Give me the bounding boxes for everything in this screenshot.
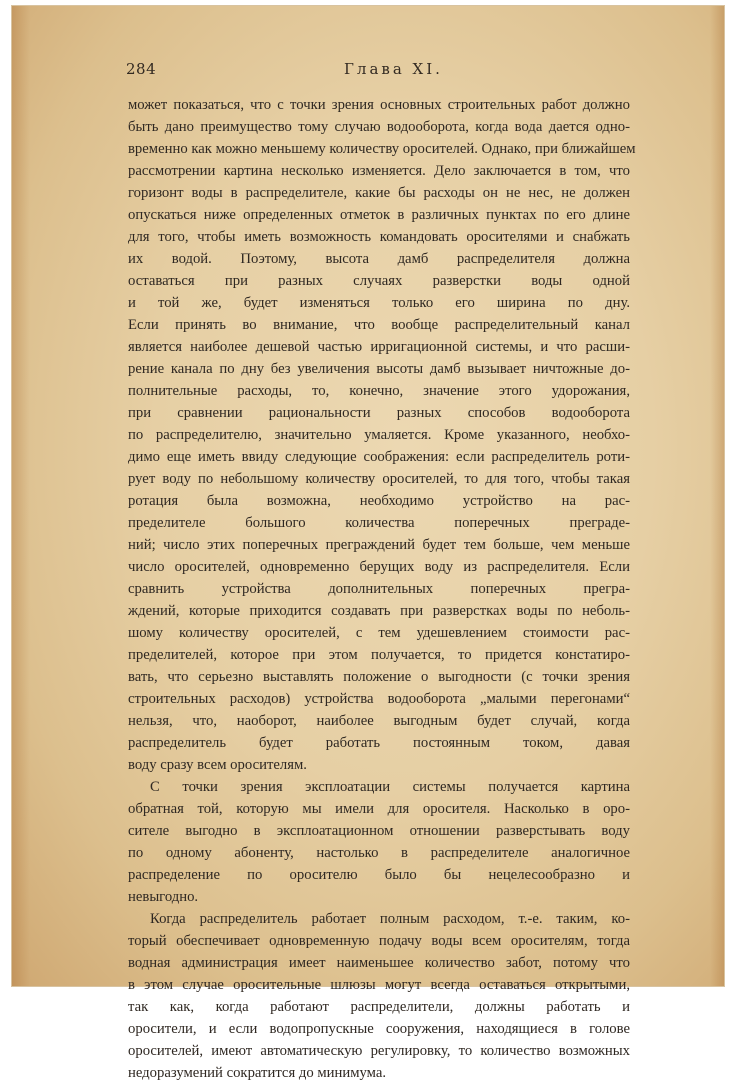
paragraph-2 [128, 776, 630, 908]
text-line: невыгодно. [128, 889, 199, 905]
text-line: ротация была возможна, необходимо устройство на рас- [128, 493, 630, 509]
text-line: недоразумений сократится до минимума. [128, 1065, 387, 1081]
page-number: 284 [126, 60, 157, 78]
text-line: распределение по оросителю было бы нецелесообразно и [128, 867, 630, 883]
text-line: нельзя, что, наоборот, наиболее выгодным будет случай, когда [128, 713, 630, 729]
text-line: воду сразу всем оросителям. [128, 757, 307, 773]
text-line: их водой. Поэтому, высота дамб распределителя должна [128, 251, 630, 267]
text-line: шому количеству оросителей, с тем удешевлением стоимости рас- [128, 625, 630, 641]
text-line: оросителей, имеют автоматическую регулировку, то количество возможных [128, 1043, 630, 1059]
book-page [12, 6, 724, 1081]
text-line: пределителе большого количества поперечных преграде- [128, 515, 630, 531]
text-line: так как, когда работают распределители, должны работать и [128, 999, 630, 1015]
text-line: оросители, и если водопропускные сооружения, находящиеся в голове [128, 1021, 630, 1037]
text-line: является наиболее дешевой частью ирригационной системы, и что расши- [128, 339, 630, 355]
page-header [126, 60, 632, 84]
text-line: сителе выгодно в эксплоатационном отношении разверстывать воду [128, 823, 630, 839]
body-text [128, 94, 636, 1084]
text-line: распределитель будет работать постоянным током, давая [128, 735, 630, 751]
text-line: горизонт воды в распределителе, какие бы расходы он не нес, не должен [128, 185, 630, 201]
chapter-title: Глава XI. [344, 60, 443, 78]
text-line: оставаться при разных случаях разверстки воды одной [128, 273, 630, 289]
text-line: обратная той, которую мы имели для оросителя. Насколько в оро- [128, 801, 630, 817]
text-line: вать, что серьезно выставлять положение о выгодности (с точки зрения [128, 669, 630, 685]
text-line: число оросителей, одновременно берущих воду из распределителя. Если [128, 559, 630, 575]
text-line: по одному абоненту, настолько в распределителе аналогичное [128, 845, 630, 861]
text-line: для того, чтобы иметь возможность командовать оросителями и снабжать [128, 229, 630, 245]
text-line: димо еще иметь ввиду следующие соображения: если распределитель роти- [128, 449, 630, 465]
text-line: и той же, будет изменяться только его ширина по дну. [128, 295, 630, 311]
text-line: рение канала по дну без увеличения высоты дамб вызывает ничтожные до- [128, 361, 630, 377]
text-line: торый обеспечивает одновременную подачу воды всем оросителям, тогда [128, 933, 630, 949]
text-line: быть дано преимущество тому случаю водооборота, когда вода дается одно- [128, 119, 630, 135]
text-line: может показаться, что с точки зрения основных строительных работ должно [128, 97, 630, 113]
text-line: опускаться ниже определенных отметок в различных пунктах по его длине [128, 207, 630, 223]
text-line: Когда распределитель работает полным расходом, т.-е. таким, ко- [150, 911, 630, 927]
text-line: пределителей, которое при этом получается, то придется констатиро- [128, 647, 630, 663]
text-line: ний; число этих поперечных преграждений будет тем больше, чем меньше [128, 537, 630, 553]
text-line: рассмотрении картина несколько изменяется. Дело заключается в том, что [128, 163, 630, 179]
text-line: водная администрация имеет наименьшее количество забот, потому что [128, 955, 630, 971]
text-line: полнительные расходы, то, конечно, значение этого удорожания, [128, 383, 630, 399]
text-line: рует воду по небольшому количеству оросителей, то для того, чтобы такая [128, 471, 630, 487]
text-line: ждений, которые приходится создавать при разверстках воды по неболь- [128, 603, 630, 619]
text-line: временно как можно меньшему количеству оросителей. Однако, при ближайшем [128, 141, 636, 157]
paragraph-3 [128, 908, 630, 1084]
text-line: строительных расходов) устройства водооборота „малыми перегонами“ [128, 691, 630, 707]
text-line: при сравнении рациональности разных способов водооборота [128, 405, 630, 421]
text-line: по распределителю, значительно умаляется. Кроме указанного, необхо- [128, 427, 630, 443]
text-line: в этом случае оросительные шлюзы могут всегда оставаться открытыми, [128, 977, 630, 993]
text-line: С точки зрения эксплоатации системы получается картина [150, 779, 630, 795]
text-line: Если принять во внимание, что вообще распределительный канал [128, 317, 630, 333]
paragraph-1 [128, 94, 636, 776]
text-line: сравнить устройства дополнительных поперечных прегра- [128, 581, 630, 597]
